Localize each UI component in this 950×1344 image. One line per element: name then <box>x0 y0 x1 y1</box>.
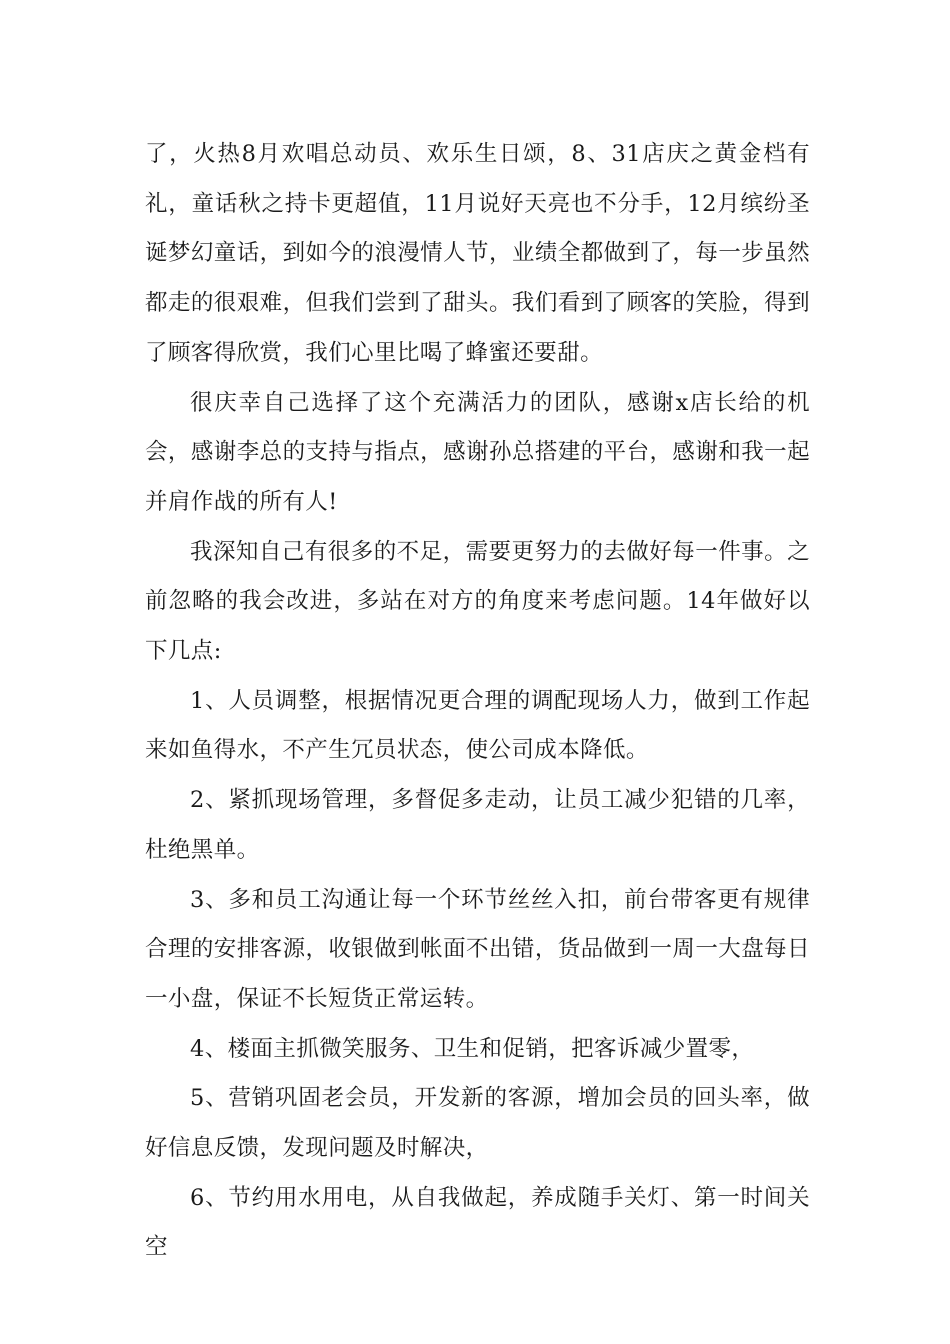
list-item-staffing: 1、人员调整，根据情况更合理的调配现场人力，做到工作起来如鱼得水，不产生冗员状态，使公司成本降低。 <box>145 687 810 764</box>
document-body <box>145 130 810 1273</box>
list-item-marketing: 5、营销巩固老会员，开发新的客源，增加会员的回头率，做好信息反馈，发现问题及时解决， <box>145 1085 810 1162</box>
list-item-energy-saving: 6、节约用水用电，从自我做起，养成随手关灯、第一时间关空 <box>145 1184 810 1261</box>
paragraph-campaign-summary: 了，火热8月欢唱总动员、欢乐生日颂，8、31店庆之黄金档有礼，童话秋之持卡更超值，11月说好天亮也不分手，12月缤纷圣诞梦幻童话，到如今的浪漫情人节，业绩全都做到了，每一步虽然都走的很艰难，但我们尝到了甜头。我们看到了顾客的笑脸，得到了顾客得欣赏，我们心里比喝了蜂蜜还要甜。 <box>145 141 810 366</box>
list-item-floor-service: 4、楼面主抓微笑服务、卫生和促销，把客诉减少置零， <box>190 1035 755 1062</box>
paragraph-self-reflection: 我深知自己有很多的不足，需要更努力的去做好每一件事。之前忽略的我会改进，多站在对方的角度来考虑问题。14年做好以下几点: <box>145 538 810 665</box>
paragraph-gratitude: 很庆幸自己选择了这个充满活力的团队，感谢x店长给的机会，感谢李总的支持与指点，感谢孙总搭建的平台，感谢和我一起并肩作战的所有人! <box>145 389 810 515</box>
list-item-communication: 3、多和员工沟通让每一个环节丝丝入扣，前台带客更有规律合理的安排客源，收银做到帐面不出错，货品做到一周一大盘每日一小盘，保证不长短货正常运转。 <box>145 886 810 1012</box>
list-item-site-management: 2、紧抓现场管理，多督促多走动，让员工减少犯错的几率，杜绝黑单。 <box>145 787 810 863</box>
